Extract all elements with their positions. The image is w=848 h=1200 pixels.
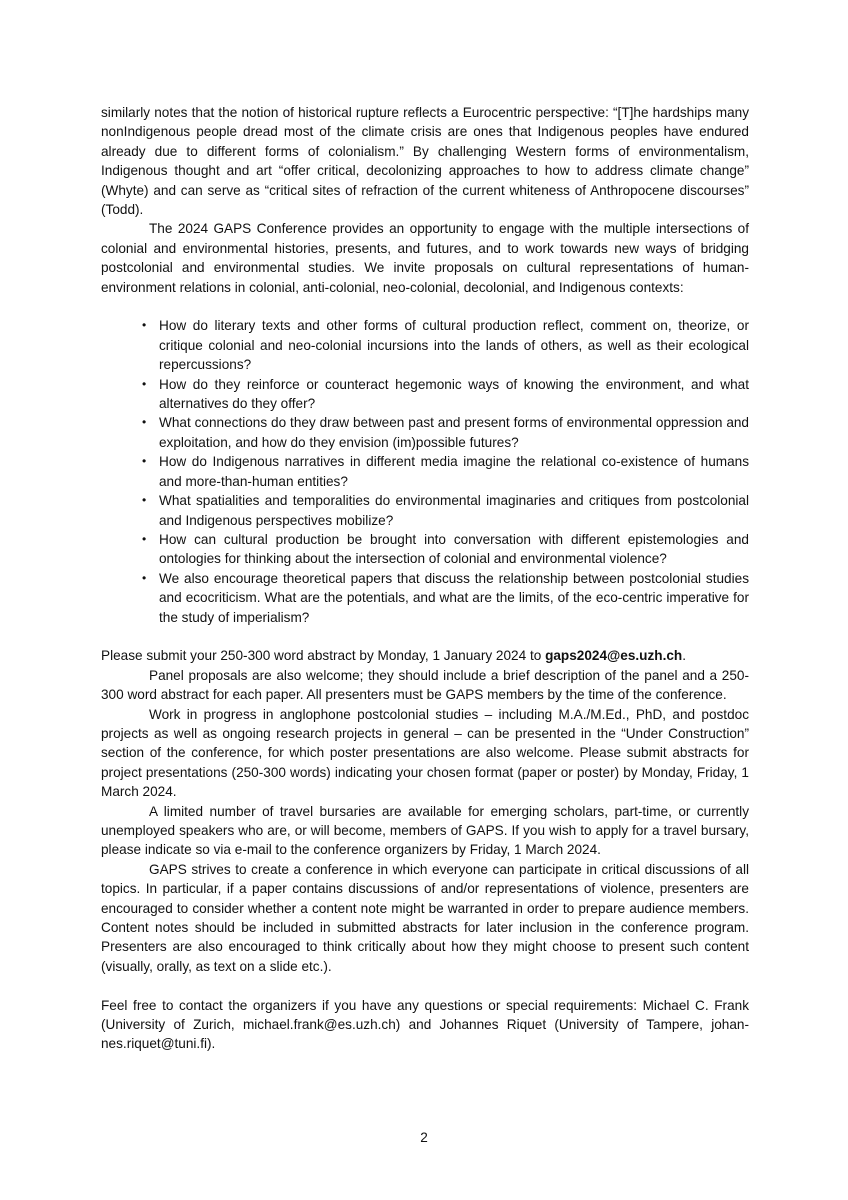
bullet-icon: •: [142, 493, 147, 508]
intro-paragraph-2: The 2024 GAPS Conference provides an opportunity to engage with the multiple intersections of colonial and environmental histories, presents, and futures, and to work towards new ways of bridging postcolonial and environmental studies. We invite proposals on cultural representations of human-environment relations in colonial, anti-colonial, neo-colonial, decolonial, and Indigenous contexts:: [101, 221, 749, 295]
panels-paragraph: Panel proposals are also welcome; they should include a brief description of the panel and a 250-300 word abstract for each paper. All presenters must be GAPS members by the time of the conference.: [101, 667, 749, 703]
intro-paragraph-1: similarly notes that the notion of historical rupture reflects a Eurocentric perspective: “[T]he hardships many nonIndigenous people dread most of the climate crisis are ones that Indigenous peoples have endured already due to different forms of colonialism.” By challenging Western forms of environmentalism, Indigenous thought and art “offer critical, decolonizing approaches to how to address climate change” (Whyte) and can serve as “critical sites of refraction of the current whiteness of Anthropocene discourses” (Todd).: [101, 105, 749, 218]
submission-paragraph: [101, 646, 749, 665]
bullet-icon: •: [142, 531, 147, 546]
list-item-text: How do literary texts and other forms of cultural production reflect, comment on, theorize, or critique colonial and neo-colonial incursions into the lands of others, as well as their ecological repercussions?: [159, 318, 749, 373]
submission-lead-text: Please submit your 250-300 word abstract by Monday, 1 January 2024 to: [101, 648, 546, 664]
list-item: [142, 530, 749, 569]
bullet-icon: •: [142, 454, 147, 469]
list-item: [142, 569, 749, 627]
contact-paragraph: Feel free to contact the organizers if you have any questions or special requirements: Michael C. Frank (University of Zurich, michael.frank@es.uzh.ch) and Johannes Riquet (University of Tampere, johannes.riquet@tuni.fi).: [101, 997, 749, 1052]
list-item-text: What connections do they draw between past and present forms of environmental oppression and exploitation, and how do they envision (im)possible futures?: [159, 415, 749, 450]
list-item: [142, 316, 749, 374]
submission-end-text: .: [682, 648, 687, 664]
submission-email-link[interactable]: gaps2024@es.uzh.ch: [545, 648, 683, 664]
list-item: [142, 491, 749, 530]
list-item: [142, 413, 749, 452]
list-item-text: How do they reinforce or counteract hegemonic ways of knowing the environment, and what alternatives do they offer?: [159, 376, 749, 412]
work-in-progress-paragraph: Work in progress in anglophone postcolonial studies – including M.A./M.Ed., PhD, and postdoc projects as well as ongoing research projects in general – can be presented in the “Under Construction” section of the conference, for which poster presentations are also welcome. Please submit abstracts for project presentations (250-300 words) indicating your chosen format (paper or poster) by Monday, Friday, 1 March 2024.: [101, 706, 749, 800]
list-item-text: How do Indigenous narratives in different media imagine the relational co-existence of humans and more-than-human entities?: [159, 454, 749, 489]
bullet-icon: •: [142, 570, 147, 585]
list-item-text: How can cultural production be brought into conversation with different epistemologies and ontologies for thinking about the intersection of colonial and environmental violence?: [159, 531, 749, 567]
question-list: [101, 316, 749, 627]
bullet-icon: •: [142, 415, 147, 430]
list-item-text: We also encourage theoretical papers that discuss the relationship between postcolonial studies and ecocriticism. What are the potentials, and what are the limits, of the eco-centric imperative for the study of imperialism?: [159, 570, 749, 625]
list-item: [142, 452, 749, 491]
bursaries-paragraph: A limited number of travel bursaries are available for emerging scholars, part-time, or currently unemployed speakers who are, or will become, members of GAPS. If you wish to apply for a travel bursary, please indicate so via e-mail to the conference organizers by Friday, 1 March 2024.: [101, 803, 749, 858]
document-page: [101, 103, 749, 1054]
bullet-icon: •: [142, 376, 147, 391]
content-notes-paragraph: GAPS strives to create a conference in which everyone can participate in critical discussions of all topics. In particular, if a paper contains discussions of and/or representations of violence, presenters are encouraged to consider whether a content note might be warranted in order to prepare audience members. Content notes should be included in submitted abstracts for later inclusion in the conference program. Presenters are also encouraged to think critically about how they might choose to present such content (visually, orally, as text on a slide etc.).: [101, 861, 749, 974]
list-item: [142, 375, 749, 414]
page-number: 2: [420, 1130, 428, 1145]
bullet-icon: •: [142, 318, 147, 333]
list-item-text: What spatialities and temporalities do environmental imaginaries and critiques from postcolonial and Indigenous perspectives mobilize?: [159, 493, 749, 528]
